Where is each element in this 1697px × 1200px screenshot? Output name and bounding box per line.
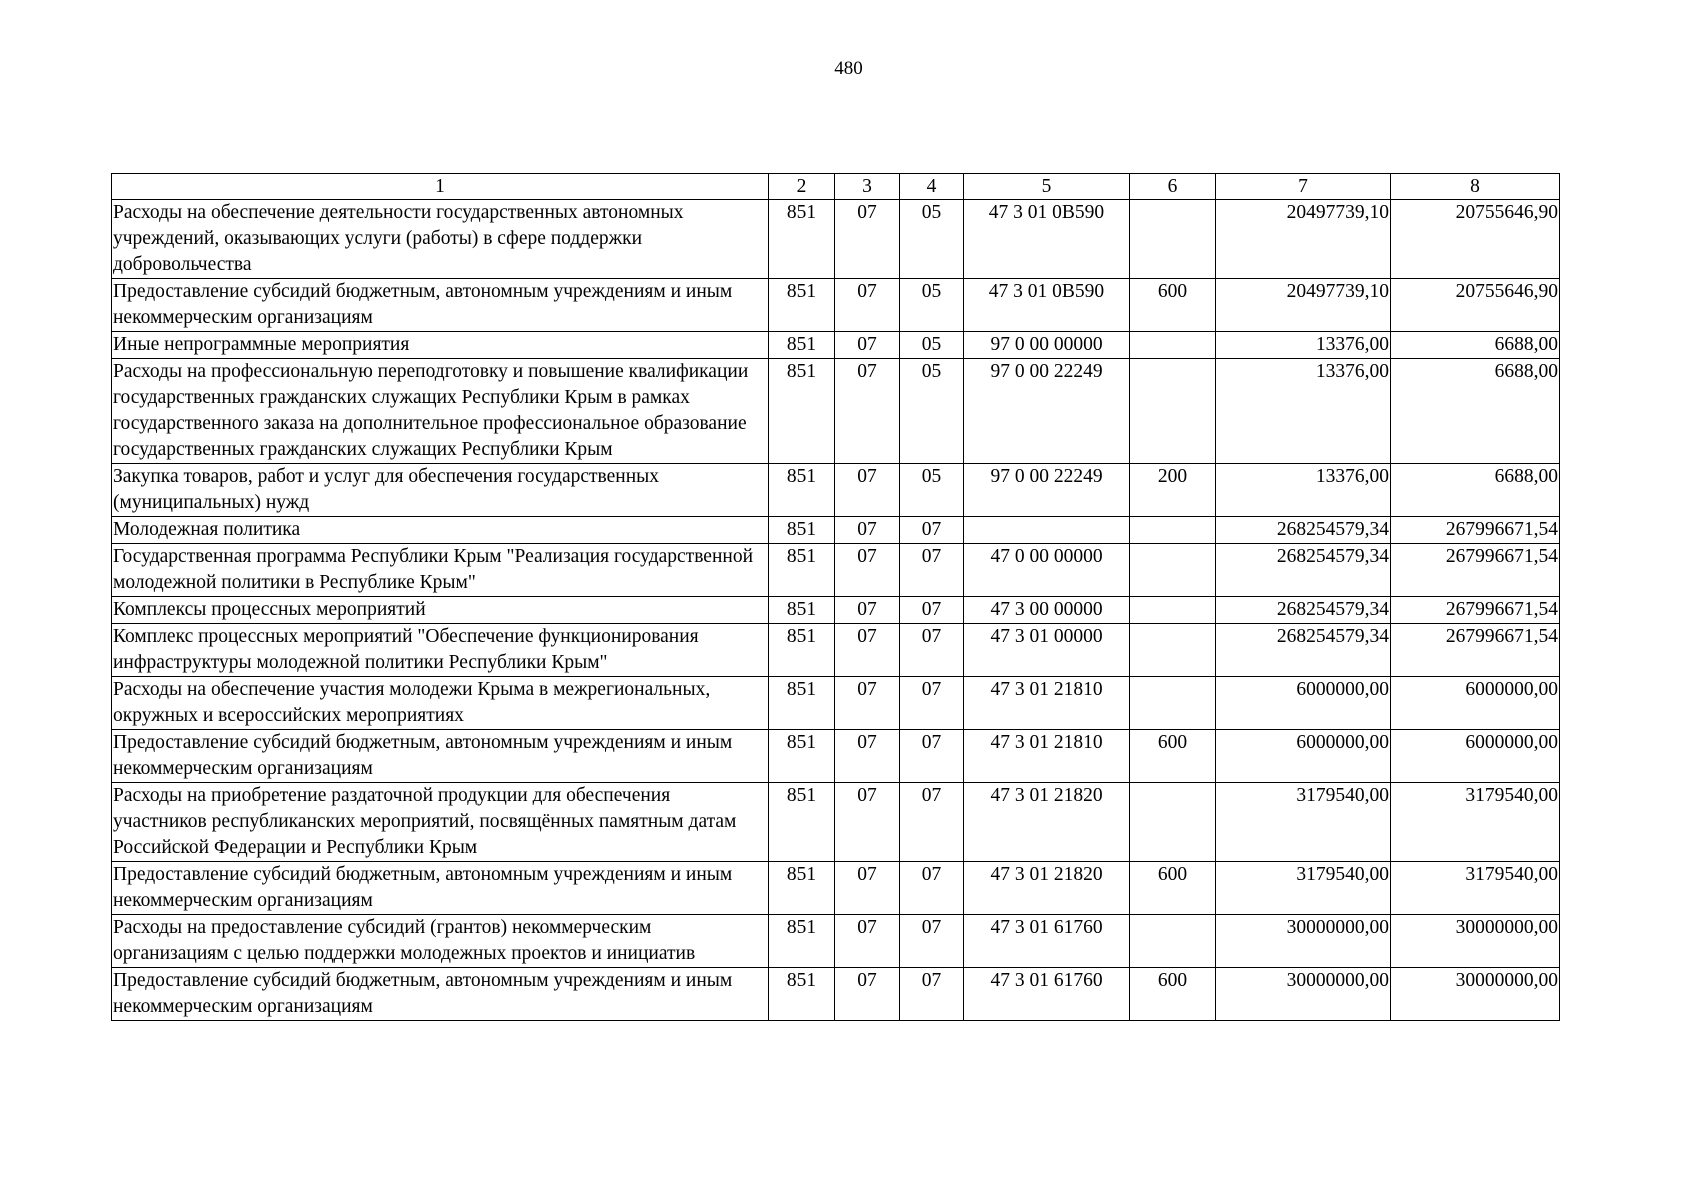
row-section-code: 07 — [835, 783, 900, 862]
table-row — [112, 730, 1560, 783]
row-section-code: 07 — [835, 730, 900, 783]
column-header: 3 — [835, 174, 900, 200]
row-amount-year2: 6000000,00 — [1391, 677, 1560, 730]
table-row — [112, 464, 1560, 517]
table-body — [112, 200, 1560, 1021]
row-name: Иные непрограммные мероприятия — [112, 332, 769, 359]
column-header: 4 — [900, 174, 964, 200]
row-section-code: 07 — [835, 862, 900, 915]
row-expense-type: 600 — [1130, 968, 1216, 1021]
column-header: 2 — [769, 174, 835, 200]
row-subsection-code: 05 — [900, 464, 964, 517]
row-name: Закупка товаров, работ и услуг для обеспечения государственных (муниципальных) нужд — [112, 464, 769, 517]
row-expense-type — [1130, 359, 1216, 464]
row-amount-year1: 13376,00 — [1216, 464, 1391, 517]
row-subsection-code: 07 — [900, 544, 964, 597]
row-name: Расходы на приобретение раздаточной продукции для обеспечения участников республиканских мероприятий, посвящённых памятным датам Российской Федерации и Республики Крым — [112, 783, 769, 862]
budget-table — [111, 173, 1560, 1021]
row-target-article — [964, 517, 1130, 544]
row-section-code: 07 — [835, 968, 900, 1021]
row-name: Государственная программа Республики Крым "Реализация государственной молодежной политики в Республике Крым" — [112, 544, 769, 597]
row-name: Предоставление субсидий бюджетным, автономным учреждениям и иным некоммерческим организациям — [112, 862, 769, 915]
row-ministry-code: 851 — [769, 517, 835, 544]
table-row — [112, 597, 1560, 624]
row-name: Предоставление субсидий бюджетным, автономным учреждениям и иным некоммерческим организациям — [112, 968, 769, 1021]
row-subsection-code: 05 — [900, 359, 964, 464]
row-name: Расходы на обеспечение деятельности государственных автономных учреждений, оказывающих услуги (работы) в сфере поддержки добровольчества — [112, 200, 769, 279]
column-header: 7 — [1216, 174, 1391, 200]
row-amount-year2: 20755646,90 — [1391, 279, 1560, 332]
row-name: Расходы на обеспечение участия молодежи Крыма в межрегиональных, окружных и всероссийских мероприятиях — [112, 677, 769, 730]
row-ministry-code: 851 — [769, 730, 835, 783]
row-subsection-code: 07 — [900, 730, 964, 783]
row-name: Предоставление субсидий бюджетным, автономным учреждениям и иным некоммерческим организациям — [112, 730, 769, 783]
row-ministry-code: 851 — [769, 279, 835, 332]
row-amount-year1: 30000000,00 — [1216, 968, 1391, 1021]
row-target-article: 97 0 00 22249 — [964, 359, 1130, 464]
row-subsection-code: 07 — [900, 862, 964, 915]
row-amount-year1: 20497739,10 — [1216, 279, 1391, 332]
column-header: 8 — [1391, 174, 1560, 200]
row-target-article: 47 3 01 21810 — [964, 677, 1130, 730]
table-row — [112, 677, 1560, 730]
row-target-article: 47 0 00 00000 — [964, 544, 1130, 597]
row-ministry-code: 851 — [769, 200, 835, 279]
row-expense-type — [1130, 915, 1216, 968]
table-row — [112, 968, 1560, 1021]
row-amount-year2: 6688,00 — [1391, 359, 1560, 464]
table-row — [112, 332, 1560, 359]
row-target-article: 97 0 00 22249 — [964, 464, 1130, 517]
page-number: 480 — [834, 58, 863, 79]
row-ministry-code: 851 — [769, 862, 835, 915]
table-row — [112, 915, 1560, 968]
row-expense-type — [1130, 544, 1216, 597]
row-ministry-code: 851 — [769, 332, 835, 359]
row-amount-year2: 3179540,00 — [1391, 783, 1560, 862]
row-target-article: 97 0 00 00000 — [964, 332, 1130, 359]
row-section-code: 07 — [835, 464, 900, 517]
row-ministry-code: 851 — [769, 624, 835, 677]
row-amount-year2: 30000000,00 — [1391, 968, 1560, 1021]
row-target-article: 47 3 01 21820 — [964, 783, 1130, 862]
row-amount-year2: 6688,00 — [1391, 464, 1560, 517]
row-name: Комплексы процессных мероприятий — [112, 597, 769, 624]
row-amount-year2: 3179540,00 — [1391, 862, 1560, 915]
row-subsection-code: 05 — [900, 332, 964, 359]
column-header: 6 — [1130, 174, 1216, 200]
row-name: Расходы на профессиональную переподготовку и повышение квалификации государственных гражданских служащих Республики Крым в рамках государственного заказа на дополнительное профессиональное образование государственных гражданских служащих Республики Крым — [112, 359, 769, 464]
row-expense-type: 600 — [1130, 862, 1216, 915]
row-ministry-code: 851 — [769, 544, 835, 597]
row-target-article: 47 3 01 21810 — [964, 730, 1130, 783]
row-subsection-code: 05 — [900, 200, 964, 279]
row-ministry-code: 851 — [769, 597, 835, 624]
table-row — [112, 200, 1560, 279]
row-amount-year2: 267996671,54 — [1391, 624, 1560, 677]
row-subsection-code: 07 — [900, 624, 964, 677]
row-subsection-code: 07 — [900, 677, 964, 730]
row-section-code: 07 — [835, 332, 900, 359]
table-row — [112, 279, 1560, 332]
row-amount-year2: 30000000,00 — [1391, 915, 1560, 968]
row-name: Молодежная политика — [112, 517, 769, 544]
row-expense-type — [1130, 200, 1216, 279]
table-row — [112, 544, 1560, 597]
row-expense-type: 200 — [1130, 464, 1216, 517]
row-amount-year1: 3179540,00 — [1216, 862, 1391, 915]
row-amount-year1: 268254579,34 — [1216, 597, 1391, 624]
row-ministry-code: 851 — [769, 464, 835, 517]
row-amount-year1: 6000000,00 — [1216, 730, 1391, 783]
row-ministry-code: 851 — [769, 359, 835, 464]
row-amount-year1: 30000000,00 — [1216, 915, 1391, 968]
row-section-code: 07 — [835, 279, 900, 332]
row-ministry-code: 851 — [769, 968, 835, 1021]
row-target-article: 47 3 01 0В590 — [964, 200, 1130, 279]
row-section-code: 07 — [835, 517, 900, 544]
row-target-article: 47 3 00 00000 — [964, 597, 1130, 624]
row-amount-year1: 6000000,00 — [1216, 677, 1391, 730]
table-row — [112, 359, 1560, 464]
row-section-code: 07 — [835, 359, 900, 464]
row-section-code: 07 — [835, 677, 900, 730]
row-target-article: 47 3 01 61760 — [964, 968, 1130, 1021]
row-subsection-code: 07 — [900, 915, 964, 968]
row-expense-type — [1130, 783, 1216, 862]
row-target-article: 47 3 01 61760 — [964, 915, 1130, 968]
row-subsection-code: 07 — [900, 597, 964, 624]
row-amount-year1: 20497739,10 — [1216, 200, 1391, 279]
row-amount-year1: 13376,00 — [1216, 359, 1391, 464]
row-section-code: 07 — [835, 597, 900, 624]
row-amount-year2: 267996671,54 — [1391, 597, 1560, 624]
row-amount-year2: 267996671,54 — [1391, 544, 1560, 597]
row-subsection-code: 05 — [900, 279, 964, 332]
row-section-code: 07 — [835, 624, 900, 677]
table-row — [112, 517, 1560, 544]
row-target-article: 47 3 01 21820 — [964, 862, 1130, 915]
row-target-article: 47 3 01 0В590 — [964, 279, 1130, 332]
row-ministry-code: 851 — [769, 677, 835, 730]
row-section-code: 07 — [835, 915, 900, 968]
row-amount-year2: 20755646,90 — [1391, 200, 1560, 279]
row-amount-year1: 268254579,34 — [1216, 517, 1391, 544]
row-amount-year1: 3179540,00 — [1216, 783, 1391, 862]
row-section-code: 07 — [835, 200, 900, 279]
row-amount-year2: 267996671,54 — [1391, 517, 1560, 544]
row-amount-year2: 6688,00 — [1391, 332, 1560, 359]
column-header: 1 — [112, 174, 769, 200]
row-expense-type — [1130, 624, 1216, 677]
row-name: Комплекс процессных мероприятий "Обеспечение функционирования инфраструктуры молодежной политики Республики Крым" — [112, 624, 769, 677]
row-target-article: 47 3 01 00000 — [964, 624, 1130, 677]
table-header-row — [112, 174, 1560, 200]
row-expense-type — [1130, 597, 1216, 624]
row-expense-type — [1130, 517, 1216, 544]
row-amount-year1: 268254579,34 — [1216, 624, 1391, 677]
row-expense-type — [1130, 332, 1216, 359]
column-header: 5 — [964, 174, 1130, 200]
row-ministry-code: 851 — [769, 915, 835, 968]
row-subsection-code: 07 — [900, 517, 964, 544]
row-name: Предоставление субсидий бюджетным, автономным учреждениям и иным некоммерческим организациям — [112, 279, 769, 332]
row-expense-type: 600 — [1130, 730, 1216, 783]
row-subsection-code: 07 — [900, 968, 964, 1021]
row-section-code: 07 — [835, 544, 900, 597]
row-expense-type: 600 — [1130, 279, 1216, 332]
table-row — [112, 783, 1560, 862]
row-amount-year1: 13376,00 — [1216, 332, 1391, 359]
table-row — [112, 624, 1560, 677]
row-amount-year1: 268254579,34 — [1216, 544, 1391, 597]
row-ministry-code: 851 — [769, 783, 835, 862]
row-name: Расходы на предоставление субсидий (грантов) некоммерческим организациям с целью поддержки молодежных проектов и инициатив — [112, 915, 769, 968]
table-row — [112, 862, 1560, 915]
row-subsection-code: 07 — [900, 783, 964, 862]
row-expense-type — [1130, 677, 1216, 730]
row-amount-year2: 6000000,00 — [1391, 730, 1560, 783]
